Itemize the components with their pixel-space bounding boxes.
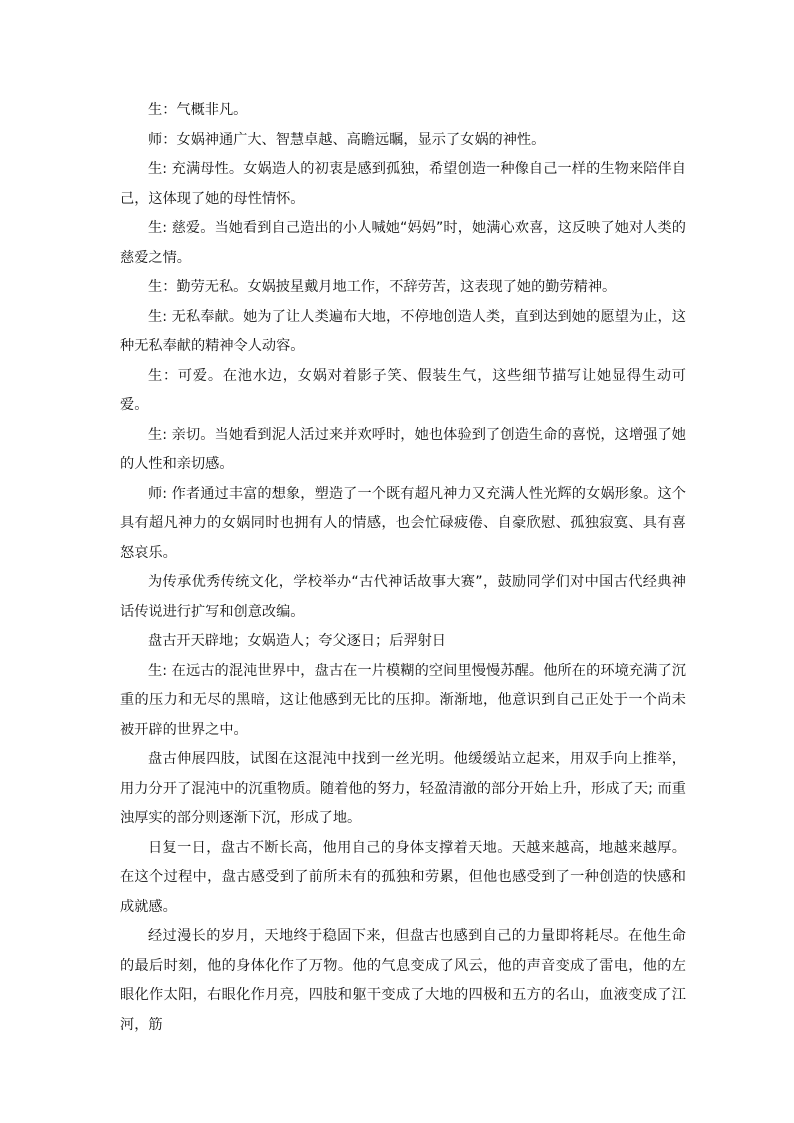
paragraph-10: 为传承优秀传统文化，学校举办“古代神话故事大赛”，鼓励同学们对中国古代经典神话传说进行扩写和创意改编。: [120, 574, 686, 620]
paragraph-14: 日复一日，盘古不断长高，他用自己的身体支撑着天地。天越来越高，地越来越厚。在这个过程中，盘古感受到了前所未有的孤独和劳累，但他也感受到了一种创造的快感和成就感。: [120, 839, 686, 915]
paragraph-4: 生: 慈爱。当她看到自己造出的小人喊她“妈妈”时，她满心欢喜，这反映了她对人类的慈爱之情。: [120, 220, 686, 266]
paragraph-8: 生: 亲切。当她看到泥人活过来并欢呼时，她也体验到了创造生命的喜悦，这增强了她的人性和亲切感。: [120, 426, 686, 472]
paragraph-13: 盘古伸展四肢，试图在这混沌中找到一丝光明。他缓缓站立起来，用双手向上推举，用力分开了混沌中的沉重物质。随着他的努力，轻盈清澈的部分开始上升，形成了天; 而重浊厚实的部分则逐渐下沉，形成了地。: [120, 751, 686, 826]
paragraph-3: 生: 充满母性。女娲造人的初衷是感到孤独，希望创造一种像自己一样的生物来陪伴自己，这体现了她的母性情怀。: [120, 161, 686, 207]
document-body: [120, 96, 686, 1040]
paragraph-1: 生：气概非凡。: [148, 102, 248, 118]
paragraph-12: 生: 在远古的混沌世界中，盘古在一片模糊的空间里慢慢苏醒。他所在的环境充满了沉重的压力和无尽的黑暗，这让他感到无比的压抑。渐渐地，他意识到自己正处于一个尚未被开辟的世界之中。: [120, 662, 686, 738]
paragraph-2: 师：女娲神通广大、智慧卓越、高瞻远瞩，显示了女娲的神性。: [148, 131, 546, 148]
paragraph-11: 盘古开天辟地；女娲造人；夸父逐日；后羿射日: [148, 633, 446, 649]
paragraph-6: 生: 无私奉献。她为了让人类遍布大地，不停地创造人类，直到达到她的愿望为止，这种无私奉献的精神令人动容。: [120, 308, 686, 354]
paragraph-5: 生：勤劳无私。女娲披星戴月地工作，不辞劳苦，这表现了她的勤劳精神。: [148, 279, 617, 295]
paragraph-15: 经过漫长的岁月，天地终于稳固下来，但盘古也感到自己的力量即将耗尽。在他生命的最后时刻，他的身体化作了万物。他的气息变成了风云，他的声音变成了雷电，他的左眼化作太阳，右眼化作月亮，四肢和躯干变成了大地的四极和五方的名山，血液变成了江河，筋: [120, 928, 686, 1033]
paragraph-9: 师: 作者通过丰富的想象，塑造了一个既有超凡神力又充满人性光辉的女娲形象。这个具有超凡神力的女娲同时也拥有人的情感，也会忙碌疲倦、自豪欣慰、孤独寂寞、具有喜怒哀乐。: [120, 485, 686, 561]
paragraph-7: 生：可爱。在池水边，女娲对着影子笑、假装生气，这些细节描写让她显得生动可爱。: [120, 367, 686, 413]
